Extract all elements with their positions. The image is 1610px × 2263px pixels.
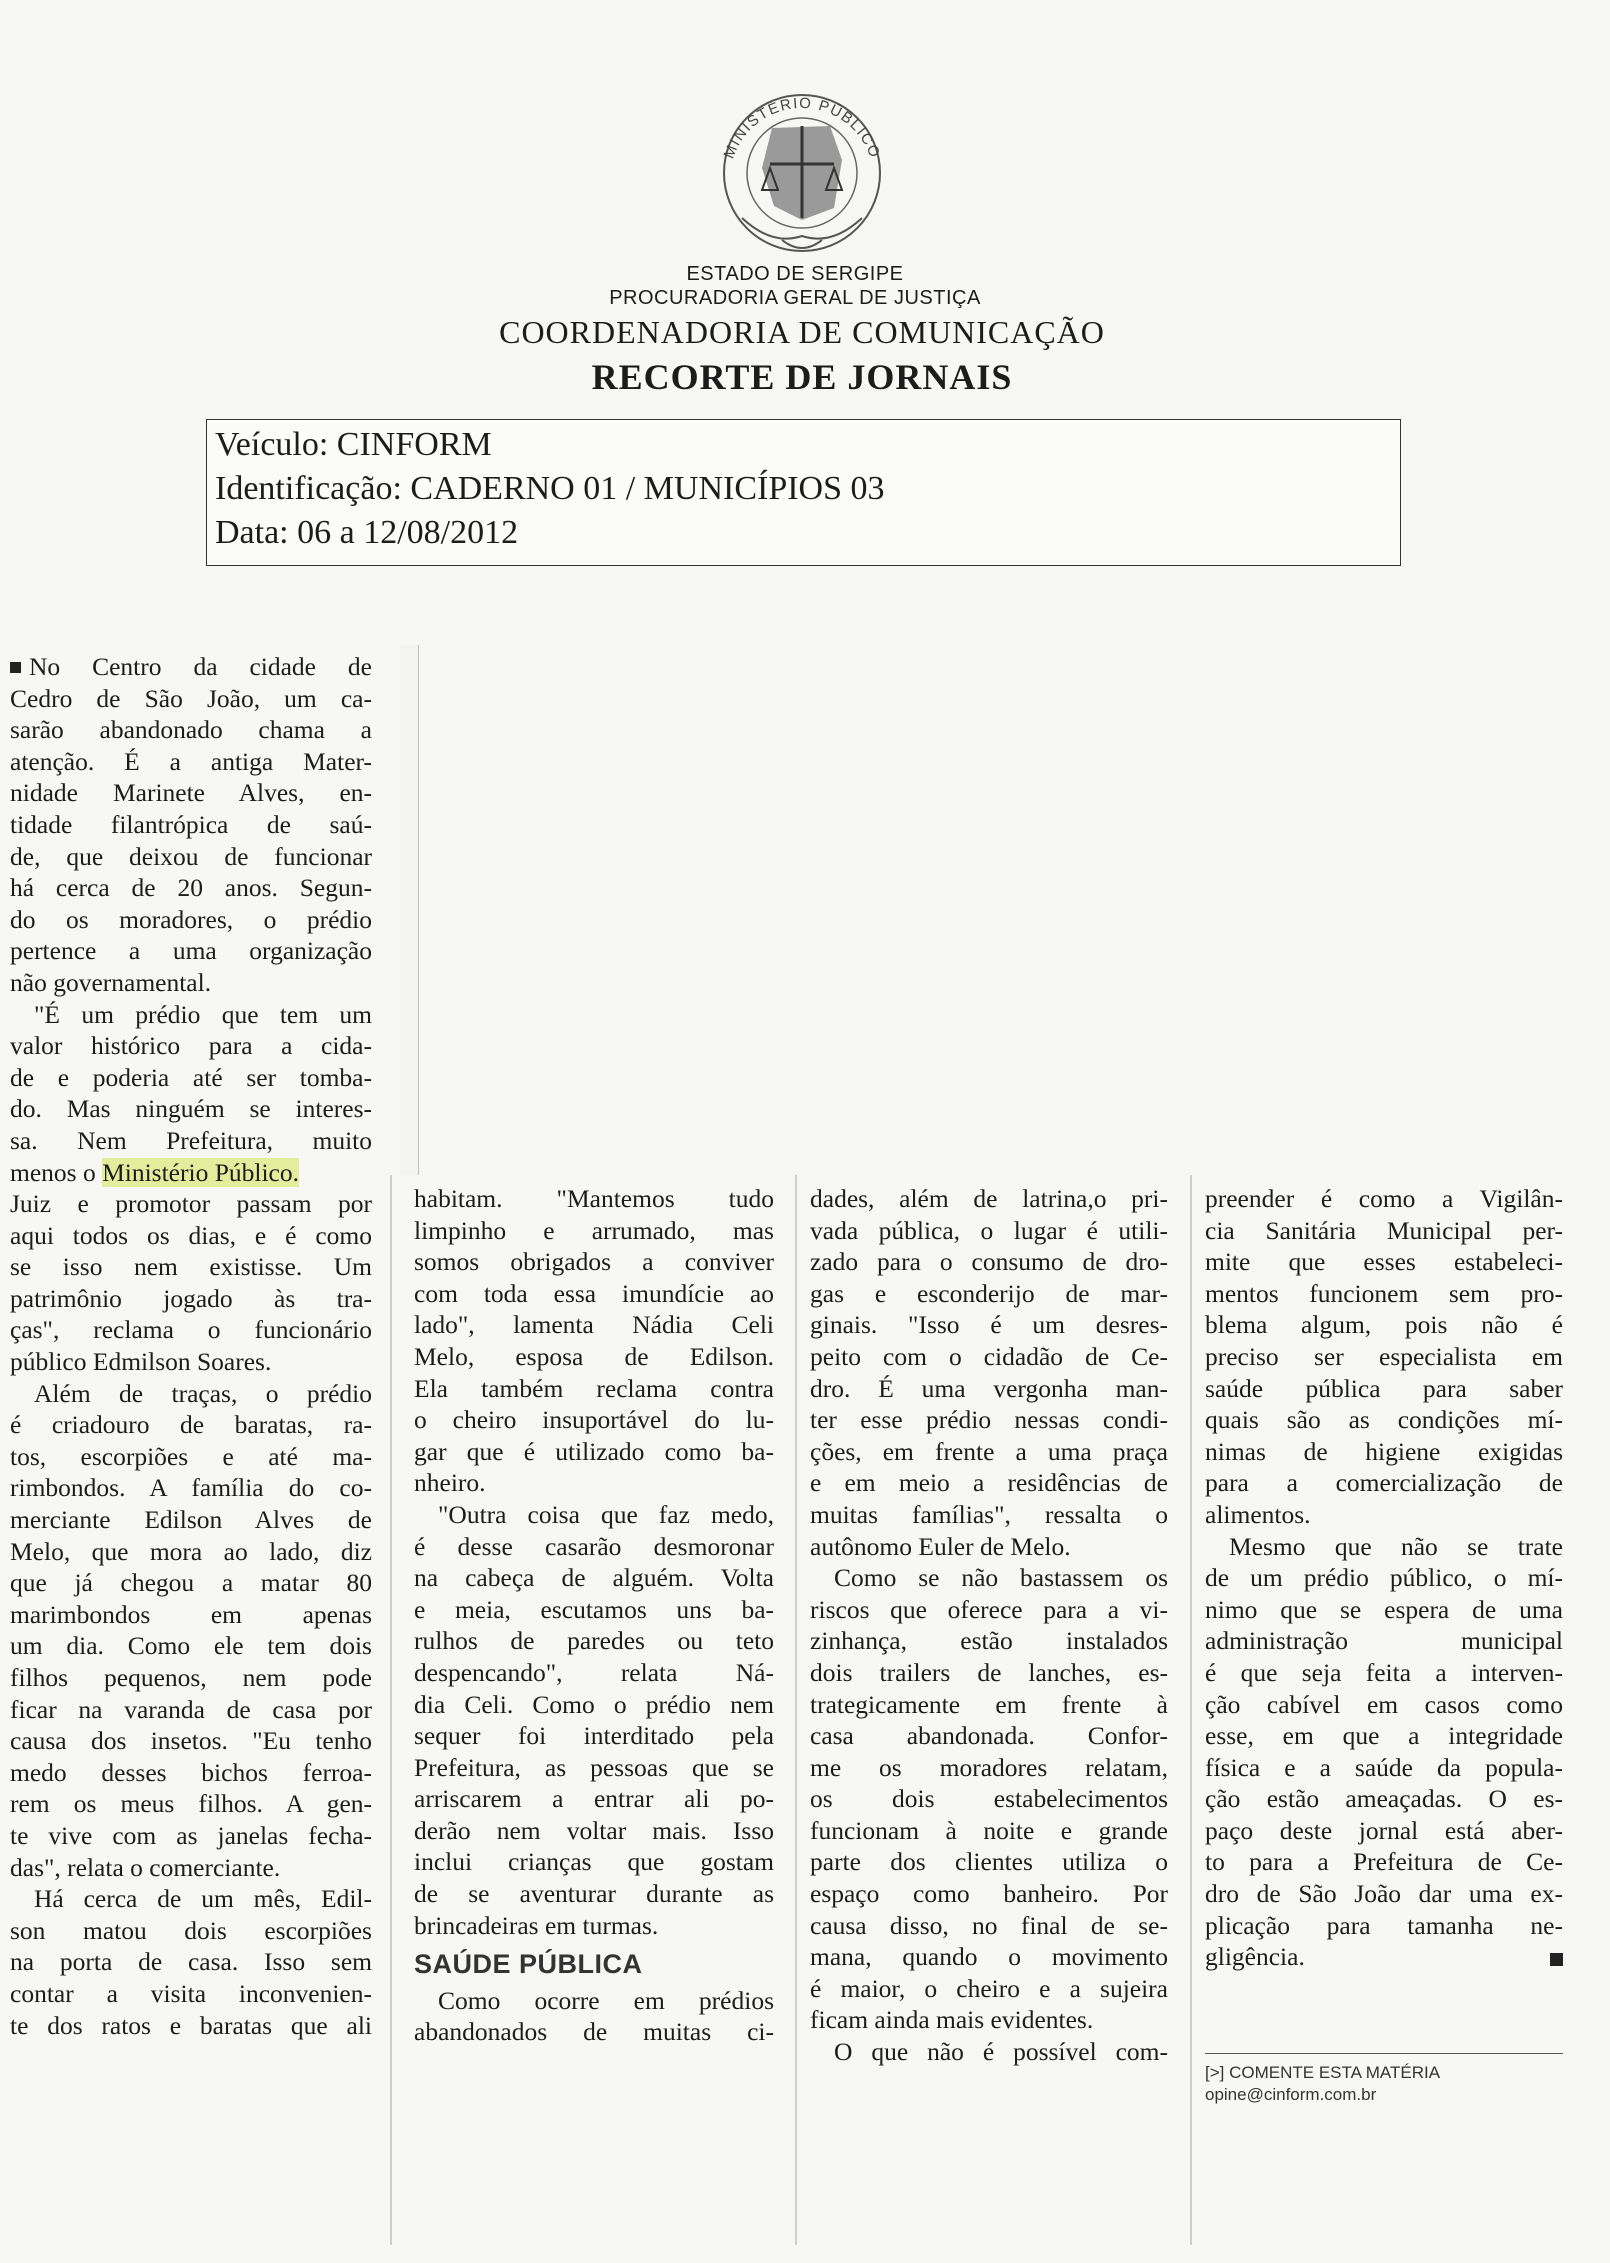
paragraph-line: ficam ainda mais evidentes. [810,2005,1094,2035]
paragraph-line: das", relata o comerciante. [10,1852,281,1882]
paragraph-line: se isso nem existisse. Um [10,1252,372,1282]
paragraph-line: Como se não bastassem os [834,1563,1168,1593]
header-state: ESTADO DE SERGIPE [686,263,904,285]
paragraph-line: Mesmo que não se trate [1229,1531,1563,1561]
paragraph-line: sequer foi interditado pela [414,1721,774,1751]
paragraph-line: habitam. "Mantemos tudo [414,1184,774,1213]
paragraph-line: abandonados de muitas ci- [414,2017,774,2047]
paragraph-line: despencando", relata Ná- [414,1657,774,1687]
paragraph-line: aqui todos os dias, e é como [10,1220,372,1250]
paragraph-line: um dia. Como ele tem dois [10,1631,372,1661]
paragraph-line: rimbondos. A família do co- [10,1473,372,1503]
paragraph-line: somos obrigados a conviver [414,1247,774,1277]
paragraph-line: sa. Nem Prefeitura, muito [10,1125,372,1155]
paragraph-line: público Edmilson Soares. [10,1347,272,1377]
paragraph-line: dades, além de latrina,o pri- [810,1184,1168,1213]
paragraph-line: riscos que oferece para a vi- [810,1594,1168,1624]
paragraph-line: quais são as condições mí- [1205,1405,1563,1435]
paragraph-line: com toda essa imundície ao [414,1278,774,1308]
paragraph-line: dois trailers de lanches, es- [810,1657,1168,1687]
paragraph-line: merciante Edilson Alves de [10,1505,372,1535]
paragraph-line: na porta de casa. Isso sem [10,1947,372,1977]
paragraph-line: de e poderia até ser tomba- [10,1062,372,1092]
section-subheading: SAÚDE PÚBLICA [414,1949,643,1980]
paragraph-line: valor histórico para a cida- [10,1031,372,1061]
paragraph-line: dro. É uma vergonha man- [810,1373,1168,1403]
paragraph-line: espaço como banheiro. Por [810,1879,1168,1909]
paragraph-line: No Centro da cidade de [29,652,372,681]
paragraph-line: saúde pública para saber [1205,1373,1563,1403]
paragraph-line: o cheiro insuportável do lu- [414,1405,774,1435]
paragraph-line: rem os meus filhos. A gen- [10,1789,372,1819]
header-department: COORDENADORIA DE COMUNICAÇÃO [499,314,1105,350]
paragraph-line: Melo, esposa de Edilson. [414,1341,774,1371]
paragraph-line: é que seja feita a interven- [1205,1657,1563,1687]
paragraph-line: contar a visita inconvenien- [10,1978,372,2008]
paragraph-line: peito com o cidadão de Ce- [810,1341,1168,1371]
paragraph-line: ter esse prédio nessas condi- [810,1405,1168,1435]
paragraph-line: e meia, escutamos uns ba- [414,1594,774,1624]
vehicle-line: Veículo: CINFORM [215,426,492,463]
date-line: Data: 06 a 12/08/2012 [215,514,519,551]
highlighted-ministerio-publico: Ministério Público. [102,1157,299,1187]
paragraph-line: menos o [10,1157,103,1187]
paragraph-line: nidade Marinete Alves, en- [10,778,372,808]
paragraph-line: preciso ser especialista em [1205,1341,1563,1371]
paragraph-line: blema algum, pois não é [1205,1310,1563,1340]
header-office: PROCURADORIA GERAL DE JUSTIÇA [609,287,981,309]
paragraph-line: "Outra coisa que faz medo, [438,1499,774,1529]
paragraph-line: para a comercialização de [1205,1468,1563,1498]
paragraph-line: filhos pequenos, nem pode [10,1663,372,1692]
paragraph-line: nheiro. [414,1468,486,1498]
paragraph-line: mite que esses estabeleci- [1205,1247,1563,1277]
seal-ring-text: MINISTÉRIO PÚBLICO [720,94,884,162]
paragraph-line: pertence a uma organização [10,936,372,966]
paragraph-line: nimas de higiene exigidas [1205,1436,1563,1466]
paragraph-line: muitas famílias", ressalta o [810,1499,1168,1529]
identification-line: Identificação: CADERNO 01 / MUNICÍPIOS 03 [215,470,885,507]
paragraph-line: causa dos insetos. "Eu tenho [10,1726,372,1756]
paragraph-line: brincadeiras em turmas. [414,1910,659,1940]
paragraph-line: te dos ratos e baratas que ali [10,2010,372,2040]
paragraph-line: derão nem voltar mais. Isso [414,1815,774,1845]
paragraph-line: ções, em frente a uma praça [810,1436,1168,1466]
paragraph-line: arriscarem a entrar ali po- [414,1784,774,1814]
paragraph-line: me os moradores relatam, [810,1752,1168,1782]
paragraph-line: ginais. "Isso é um desres- [810,1310,1168,1340]
paragraph-line: tidade filantrópica de saú- [10,809,372,839]
comment-email-link[interactable]: opine@cinform.com.br [1205,2085,1377,2104]
paragraph-line: zinhança, estão instalados [810,1626,1168,1656]
paragraph-line: gligência. [1205,1942,1305,1972]
column-rule [1190,1175,1192,2245]
ministerio-publico-seal-icon [702,68,902,258]
article-column-4 [1205,1183,1563,1973]
paragraph-line: patrimônio jogado às tra- [10,1283,372,1313]
article-column-1 [10,651,372,2041]
comment-box [1205,2053,1563,2106]
paragraph-line: limpinho e arrumado, mas [414,1215,774,1245]
paragraph-line: rulhos de paredes ou teto [414,1626,774,1656]
paragraph-line: de, que deixou de funcionar [10,841,372,871]
paragraph-line: causa disso, no final de se- [810,1910,1168,1940]
paragraph-line: do os moradores, o prédio [10,904,372,934]
paragraph-line: é desse casarão desmoronar [414,1531,774,1561]
paragraph-line: medo desses bichos ferroa- [10,1757,372,1787]
paragraph-line: son matou dois escorpiões [10,1915,372,1945]
paragraph-line: na cabeça de alguém. Volta [414,1563,774,1593]
paragraph-line: física e a saúde da popula- [1205,1752,1563,1782]
paragraph-line: há cerca de 20 anos. Segun- [10,873,372,903]
paragraph-line: inclui crianças que gostam [414,1847,774,1877]
paragraph-line: dro de São João dar uma ex- [1205,1879,1563,1909]
paragraph-line: lado", lamenta Nádia Celi [414,1310,774,1340]
paragraph-line: casa abandonada. Confor- [810,1721,1168,1751]
article-column-3 [810,1183,1168,2068]
paragraph-line: ção estão ameaçadas. O es- [1205,1784,1563,1814]
clipping-info-box [206,419,1401,566]
column-rule [795,1175,797,2245]
comment-label: [>] COMENTE ESTA MATÉRIA [1205,2063,1441,2082]
paragraph-line: tos, escorpiões e até ma- [10,1441,372,1471]
paragraph-line: e em meio a residências de [810,1468,1168,1498]
paragraph-line: do. Mas ninguém se interes- [10,1094,372,1124]
clipping-left-strip [400,645,419,1175]
paragraph-line: parte dos clientes utiliza o [810,1847,1168,1877]
header-title: RECORTE DE JORNAIS [591,357,1013,397]
article-end-mark-icon [1550,1953,1563,1966]
paragraph-line: autônomo Euler de Melo. [810,1531,1071,1561]
article-column-2 [414,1183,774,2048]
paragraph-line: trategicamente em frente à [810,1689,1168,1719]
paragraph-line: os dois estabelecimentos [810,1784,1168,1814]
paragraph-line: to para a Prefeitura de Ce- [1205,1847,1563,1877]
column-rule [390,1175,392,2245]
paragraph-line: que já chegou a matar 80 [10,1568,372,1598]
paragraph-line: dia Celi. Como o prédio nem [414,1689,774,1719]
paragraph-line: gar que é utilizado como ba- [414,1436,774,1466]
paragraph-line: plicação para tamanha ne- [1205,1910,1563,1940]
paragraph-line: te vive com as janelas fecha- [10,1820,372,1850]
paragraph-line: vada pública, o lugar é utili- [810,1215,1168,1245]
paragraph-line: ficar na varanda de casa por [10,1694,372,1724]
paragraph-line: marimbondos em apenas [10,1599,372,1629]
paragraph-line: paço deste jornal está aber- [1205,1815,1563,1845]
paragraph-line: é criadouro de baratas, ra- [10,1410,372,1440]
paragraph-line: gas e esconderijo de mar- [810,1278,1168,1308]
paragraph-line: é maior, o cheiro e a sujeira [810,1973,1168,2003]
article-start-bullet-icon [10,662,21,673]
paragraph-line: administração municipal [1205,1626,1563,1656]
paragraph-line: mana, quando o movimento [810,1942,1168,1972]
paragraph-line: ção cabível em casos como [1205,1689,1563,1719]
paragraph-line: de um prédio público, o mí- [1205,1563,1563,1593]
paragraph-line: mentos funcionem sem pro- [1205,1278,1563,1308]
paragraph-line: O que não é possível com- [834,2037,1168,2067]
paragraph-line: Cedro de São João, um ca- [10,683,372,713]
paragraph-line: Além de traças, o prédio [34,1378,372,1408]
paragraph-line: Melo, que mora ao lado, diz [10,1536,372,1566]
paragraph-line: de se aventurar durante as [414,1879,774,1909]
paragraph-line: Juiz e promotor passam por [10,1189,372,1219]
paragraph-line: nimo que se espera de uma [1205,1594,1563,1624]
paragraph-line: ças", reclama o funcionário [10,1315,372,1345]
paragraph-line: Como ocorre em prédios [438,1985,774,2015]
paragraph-line: esse, em que a integridade [1205,1721,1563,1751]
paragraph-line: Há cerca de um mês, Edil- [34,1884,372,1914]
paragraph-line: Ela também reclama contra [414,1373,774,1403]
paragraph-line: alimentos. [1205,1499,1311,1529]
paragraph-line: atenção. É a antiga Mater- [10,746,372,776]
paragraph-line: preender é como a Vigilân- [1205,1184,1563,1213]
paragraph-line: zado para o consumo de dro- [810,1247,1168,1277]
paragraph-line: sarão abandonado chama a [10,715,372,745]
paragraph-line: "É um prédio que tem um [34,999,372,1029]
paragraph-line: não governamental. [10,967,212,997]
paragraph-line: Prefeitura, as pessoas que se [414,1752,774,1782]
paragraph-line: funcionam à noite e grande [810,1815,1168,1845]
paragraph-line: cia Sanitária Municipal per- [1205,1215,1563,1245]
